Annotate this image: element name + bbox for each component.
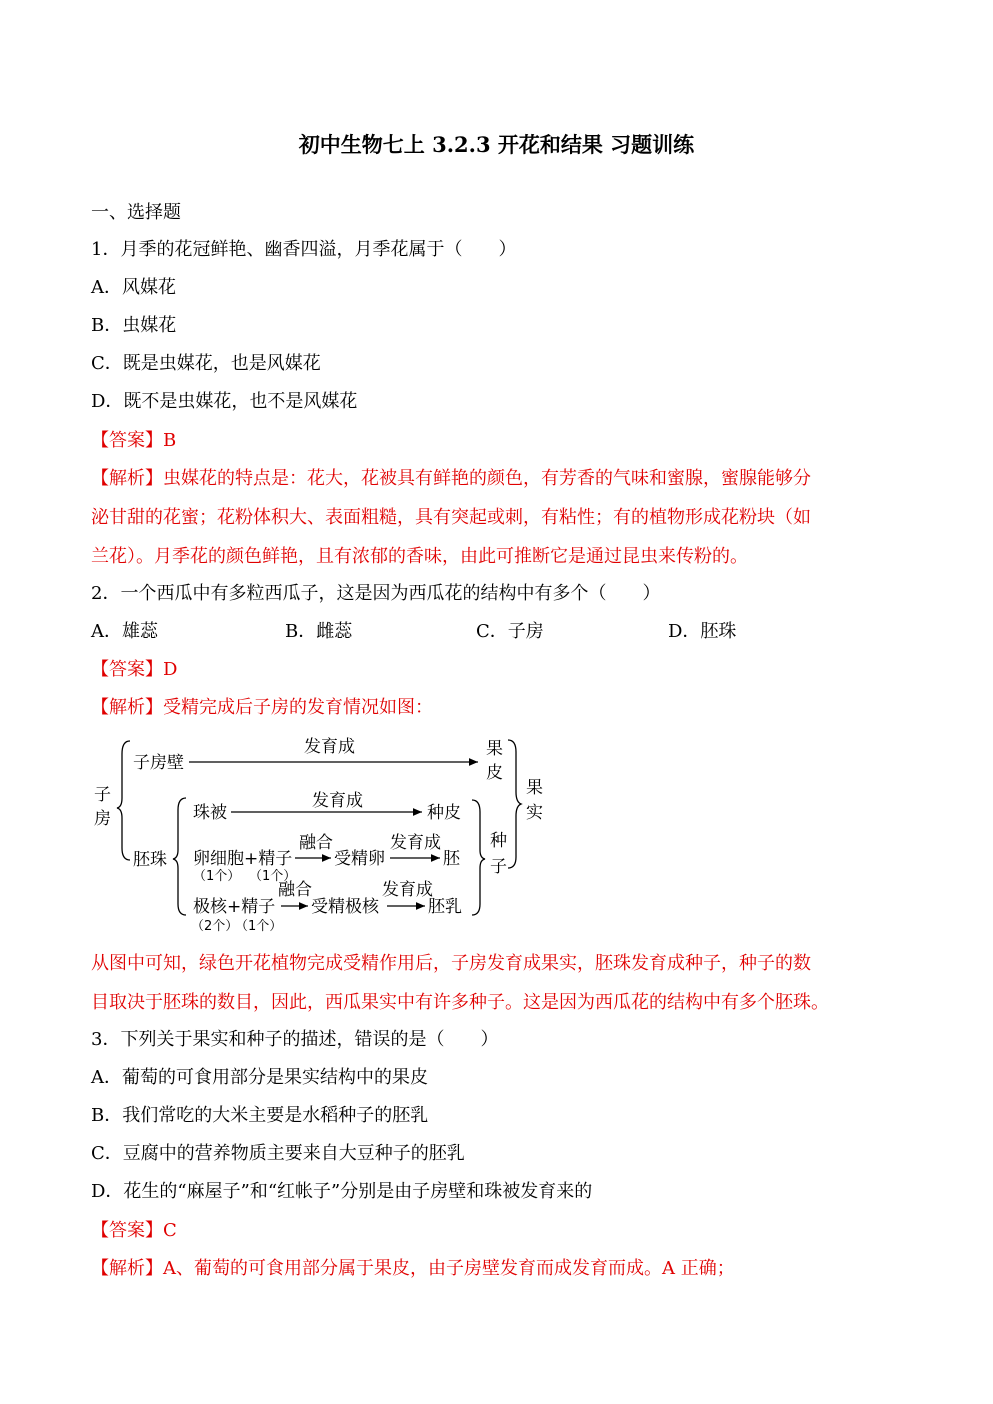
section-heading: 一、选择题 xyxy=(91,202,181,223)
seed-coat-label: 种皮 xyxy=(427,803,461,823)
analysis-tag: 【解析】 xyxy=(91,468,163,489)
analysis-text: 受精完成后子房的发育情况如图： xyxy=(163,697,433,718)
seed-brace xyxy=(472,800,485,915)
fruit-label-1: 果 xyxy=(526,778,543,798)
question-2-option-d: D．胚珠 xyxy=(668,621,737,642)
question-3-stem: 3．下列关于果实和种子的描述，错误的是（ ） xyxy=(91,1029,499,1050)
question-2-stem: 2．一个西瓜中有多粒西瓜子，这是因为西瓜花的结构中有多个（ ） xyxy=(91,583,661,604)
seed-label-2: 子 xyxy=(490,857,507,877)
zygote-label: 受精卵 xyxy=(334,849,385,869)
question-3-option-a: A．葡萄的可食用部分是果实结构中的果皮 xyxy=(91,1067,428,1088)
question-3-option-b: B．我们常吃的大米主要是水稻种子的胚乳 xyxy=(91,1105,429,1126)
question-2-option-b: B．雌蕊 xyxy=(285,621,353,642)
embryo-label: 胚 xyxy=(443,849,460,869)
develops-into-label-2: 发育成 xyxy=(312,791,363,811)
question-1-analysis-line-1 xyxy=(91,466,811,492)
ovule-label: 胚珠 xyxy=(133,850,167,870)
question-3-option-d: D．花生的“麻屋子”和“红帐子”分别是由子房壁和珠被发育来的 xyxy=(91,1181,593,1202)
question-2-option-c: C．子房 xyxy=(476,621,544,642)
develops-into-label-4: 发育成 xyxy=(382,880,433,900)
question-1-option-a: A．风媒花 xyxy=(91,277,176,298)
ovary-brace xyxy=(117,741,130,860)
question-3-answer xyxy=(91,1218,177,1244)
fruit-brace xyxy=(508,740,521,868)
question-3-analysis xyxy=(91,1256,735,1282)
question-1-analysis-line-2: 泌甘甜的花蜜；花粉体积大、表面粗糙，具有突起或刺，有粘性；有的植物形成花粉块（如 xyxy=(91,507,811,528)
polar-count: （2个） xyxy=(191,919,239,934)
seed-label-1: 种 xyxy=(490,831,507,851)
sperm-count-1: （1个） xyxy=(249,869,297,884)
fruit-label-2: 实 xyxy=(526,803,543,823)
egg-count: （1个） xyxy=(193,869,241,884)
question-1-option-c: C．既是虫媒花，也是风媒花 xyxy=(91,353,321,374)
endosperm-label: 胚乳 xyxy=(428,897,462,917)
ovule-brace xyxy=(173,798,186,915)
question-1-analysis-line-3: 兰花）。月季花的颜色鲜艳，且有浓郁的香味，由此可推断它是通过昆虫来传粉的。 xyxy=(91,546,748,567)
pericarp-label-1: 果 xyxy=(486,739,503,759)
fusion-label-1: 融合 xyxy=(299,833,333,853)
analysis-text: A、葡萄的可食用部分属于果皮，由子房壁发育而成发育而成。A 正确； xyxy=(163,1258,735,1279)
answer-value: C xyxy=(163,1220,177,1241)
fertilized-polar-label: 受精极核 xyxy=(311,897,379,917)
question-1-answer xyxy=(91,428,176,454)
ovary-label-2: 房 xyxy=(94,809,111,829)
ovary-development-diagram xyxy=(90,732,560,942)
sperm-count-2: （1个） xyxy=(235,919,283,934)
egg-sperm-label: 卵细胞+精子 xyxy=(193,849,293,869)
question-2-analysis-line-2: 目取决于胚珠的数目，因此，西瓜果实中有许多种子。这是因为西瓜花的结构中有多个胚珠。 xyxy=(91,992,829,1013)
analysis-text: 虫媒花的特点是：花大，花被具有鲜艳的颜色，有芳香的气味和蜜腺，蜜腺能够分 xyxy=(163,468,811,489)
pericarp-label-2: 皮 xyxy=(486,763,503,783)
question-1-stem: 1．月季的花冠鲜艳、幽香四溢，月季花属于（ ） xyxy=(91,239,517,260)
analysis-tag: 【解析】 xyxy=(91,697,163,718)
fusion-label-2: 融合 xyxy=(278,880,312,900)
question-2-option-a: A．雄蕊 xyxy=(91,621,158,642)
answer-value: D xyxy=(163,659,178,680)
question-1-option-b: B．虫媒花 xyxy=(91,315,177,336)
question-1-option-d: D．既不是虫媒花，也不是风媒花 xyxy=(91,391,358,412)
answer-tag: 【答案】 xyxy=(91,1220,163,1241)
answer-tag: 【答案】 xyxy=(91,659,163,680)
page-title: 初中生物七上 3.2.3 开花和结果 习题训练 xyxy=(298,132,695,157)
integument-label: 珠被 xyxy=(193,803,227,823)
develops-into-label-1: 发育成 xyxy=(304,737,355,757)
polar-sperm-label: 极核+精子 xyxy=(193,897,276,917)
analysis-tag: 【解析】 xyxy=(91,1258,163,1279)
question-2-analysis-intro xyxy=(91,695,433,721)
answer-tag: 【答案】 xyxy=(91,430,163,451)
answer-value: B xyxy=(163,430,177,451)
question-3-option-c: C．豆腐中的营养物质主要来自大豆种子的胚乳 xyxy=(91,1143,465,1164)
develops-into-label-3: 发育成 xyxy=(390,833,441,853)
ovary-wall-label: 子房壁 xyxy=(133,753,184,773)
question-2-answer xyxy=(91,657,177,683)
ovary-label-1: 子 xyxy=(94,785,111,805)
question-2-analysis-line-1: 从图中可知，绿色开花植物完成受精作用后，子房发育成果实，胚珠发育成种子，种子的数 xyxy=(91,953,811,974)
